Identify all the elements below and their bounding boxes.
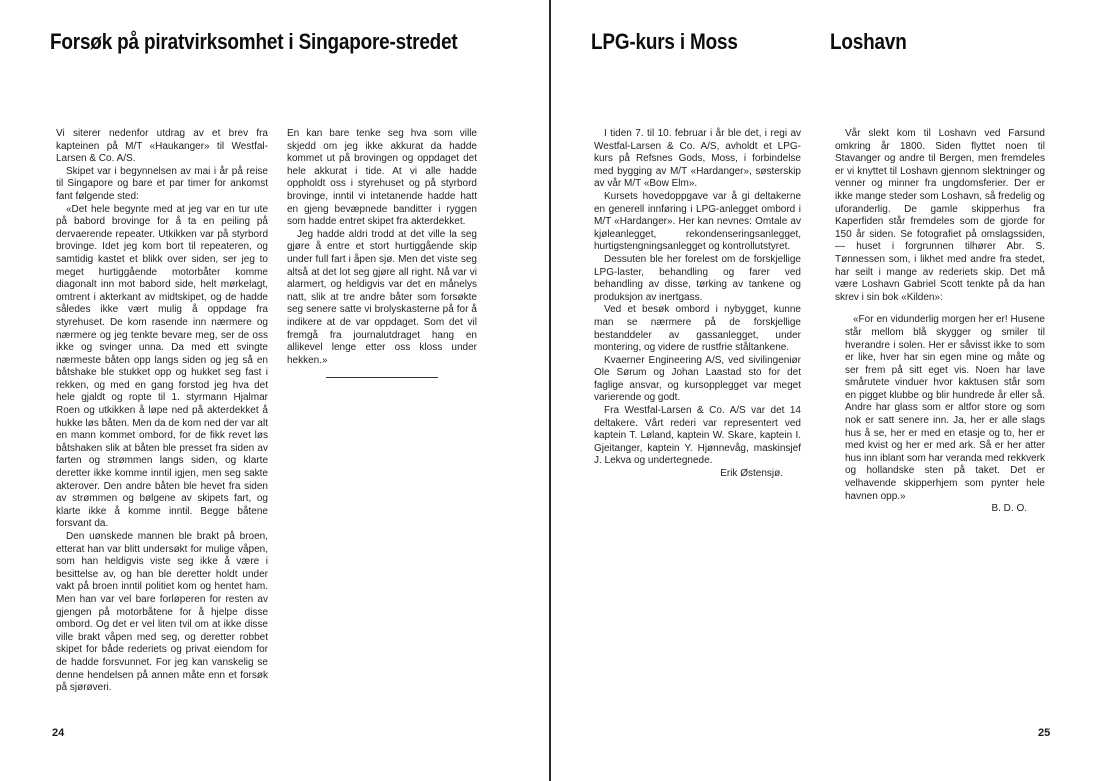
right-page [552,0,1100,781]
paragraph: «Det hele begynte med at jeg var en tur ute på babord brovinge for å ta en peiling på dervaerende repeater. Utkikken var på styrbord brovinge. Idet jeg kom bort til repeateren, og samtidig kastet et blikk over siden, ser jeg to meget hurtiggående motorbåter komme diagonalt inn mot babord side, helt mørkelagt, omtrent i akterkant av midtskipet, og de hadde således ikke vært mulig å oppdage fra styrehuset. De kom rasende inn nærmere og nærmere og jeg tenkte bevare meg, ser de oss ikke og svinger unna. Da med ett svingte nærmeste båten opp langs siden og jeg så en båtshake ble stukket opp og hukket seg fast i rekken, og med en gang forstod jeg hva det hele gjaldt og ropte til 1. styrmann Hjalmar Roen og utkikken å løpe ned på akterdekket å hukke løs båten. Men da de kom ned der var alt en mann kommet ombord, for de fikk revet løs båtshaken slik at båten ble presset fra siden av farten og strømmen langs siden, og klarte deretter ikke komme inntil igjen, men seg sakte akterover. Den andre båten ble hevet fra siden av strømmen og bølgene av skipets fart, og klarte ikke å komme inntil. Begge båtene forsvant da. [56,203,268,530]
author-signature: B. D. O. [991,503,1027,515]
paragraph: Kursets hovedoppgave var å gi deltakerne en generell innføring i LPG-anlegget ombord i M/T «Hardanger». Her kan nevnes: Omtale av kjøleanlegget, rekondenseringsanlegget, hurtigstengningsanlegget og kontrollutstyret. [594,190,801,253]
headline-piracy: Forsøk på piratvirksomhet i Singapore-stredet [50,29,458,54]
headline-lpg-course: LPG-kurs i Moss [591,29,738,54]
paragraph: Vår slekt kom til Loshavn ved Farsund omkring år 1800. Siden flyttet noen til Stavanger og andre til Bergen, men fremdeles er vi knyttet til Loshavn gjennom slektninger og venner og minner fra ungdomsferier. Der er ikke mange steder som Loshavn, så fredelig og uforanderlig. De gamle skipperhus fra Kaperfiden står fremdeles som de gjorde for 150 år siden. Se fotografiet på omslagssiden, — huset i forgrunnen tilhører Abr. S. Tønnessen som, i likhet med andre fra stedet, har seilt i mange av rederiets skip. Det må være Loshavn Gabriel Scott tenkte på da han skrev i sin bok «Kilden»: [835,128,1045,303]
quote-block: «For en vidunderlig morgen her er! Husene står mellom blå skygger og smiler til hverandre i solen. Her er såvisst ikke to som er like, hver har sin egen mine og måte og ser frem på sitt eget vis. Noen har lave smårutete vinduer hvor kaktusen står som en pigget klubbe og blir hundrede år eller så. Andre har glass som er altfor store og som nok er satt senere inn. Ja, her er alle slags hus å se, her er med en etasje og to, her er med kvist og her er med ark. Så er her atter hus inn iblant som har veranda med rekkverk og hollandske sten på taket. Det er velhavende skipperhjem som pynter hele havnen opp.» [845,314,1045,502]
article-piracy-column-1 [56,128,268,695]
paragraph: Ved et besøk ombord i nybygget, kunne man se nærmere på de forskjellige bestanddeler av gassanlegget, under montering, og videre de rustfrie ståltankene. [594,304,801,354]
paragraph: Den uønskede mannen ble brakt på broen, etterat han var blitt undersøkt for mulige våpen, som han heldigvis viste seg ikke å være i besittelse av, og han ble deretter holdt under vakt på broen inntil politiet kom og hentet ham. Men han var vel bare forløperen for resten av gjengen på motorbåtene for å hjelpe disse ombord. Og det er vel liten tvil om at ikke disse ville brakt våpen med seg, og deretter robbet skipet for både rederiets og privat eiendom for de hadde forsvunnet. For jeg kan vanskelig se denne hendelsen på annen måte enn et forsøk på sjørøveri. [56,531,268,694]
left-page [0,0,548,781]
paragraph: Jeg hadde aldri trodd at det ville la seg gjøre å entre et stort hurtiggående skip under full fart i åpen sjø. Men det viste seg altså at det lot seg gjøre all right. Nå var vi alarmert, og heldigvis var det en månelys natt, slik at tre andre båter som forsøkte seg senere satte vi brolyskasterne på for å indikere at de var oppdaget. Som det vil fremgå fra journalutdraget hang en allikevel lenge etter oss kloss under hekken.» [287,228,477,366]
author-signature: Erik Østensjø. [720,468,783,480]
end-rule [326,377,438,378]
paragraph: Kvaerner Engineering A/S, ved sivilingeniør Ole Sørum og Johan Laastad sto for det faglige ansvar, og kursopplegget var meget varierende og godt. [594,354,801,404]
article-loshavn-column [835,128,1045,516]
article-lpg-column [594,128,801,481]
paragraph: En kan bare tenke seg hva som ville skjedd om jeg ikke akkurat da hadde kommet ut på brovingen og oppdaget det hele akkurat i tide. At vi alle hadde oppholdt oss i styrehuset og på styrbord brovinge, inntil vi intetanende hadde hatt en gjeng bevæpnede banditter i ryggen som hadde entret skipet fra akterdekket. [287,128,477,228]
paragraph: I tiden 7. til 10. februar i år ble det, i regi av Westfal-Larsen & Co. A/S, avholdt et LPG-kurs på Refsnes Gods, Moss, i forbindelse med bygging av M/T «Hardanger», søsterskip av vår M/T «Bow Elm». [594,128,801,190]
paragraph: Vi siterer nedenfor utdrag av et brev fra kapteinen på M/T «Haukanger» til Westfal-Larsen & Co. A/S. [56,128,268,165]
paragraph: Skipet var i begynnelsen av mai i år på reise til Singapore og bare et par timer for ankomst fant følgende sted: [56,165,268,202]
headline-loshavn: Loshavn [830,29,907,54]
page-number-left: 24 [52,727,65,739]
paragraph: Dessuten ble her forelest om de forskjellige LPG-laster, behandling og farer ved behandling av disse, tørking av tankene og produksjon av inertgass. [594,253,801,303]
paragraph: Fra Westfal-Larsen & Co. A/S var det 14 deltakere. Vårt rederi var representert ved kaptein T. Løland, kaptein W. Skare, kaptein I. Gjeitanger, kaptein Y. Hjønnevåg, maskinsjef J. Lekva og undertegnede. [594,405,801,467]
page-number-right: 25 [1038,727,1051,739]
page-gutter [549,0,551,781]
article-piracy-column-2 [287,128,477,378]
